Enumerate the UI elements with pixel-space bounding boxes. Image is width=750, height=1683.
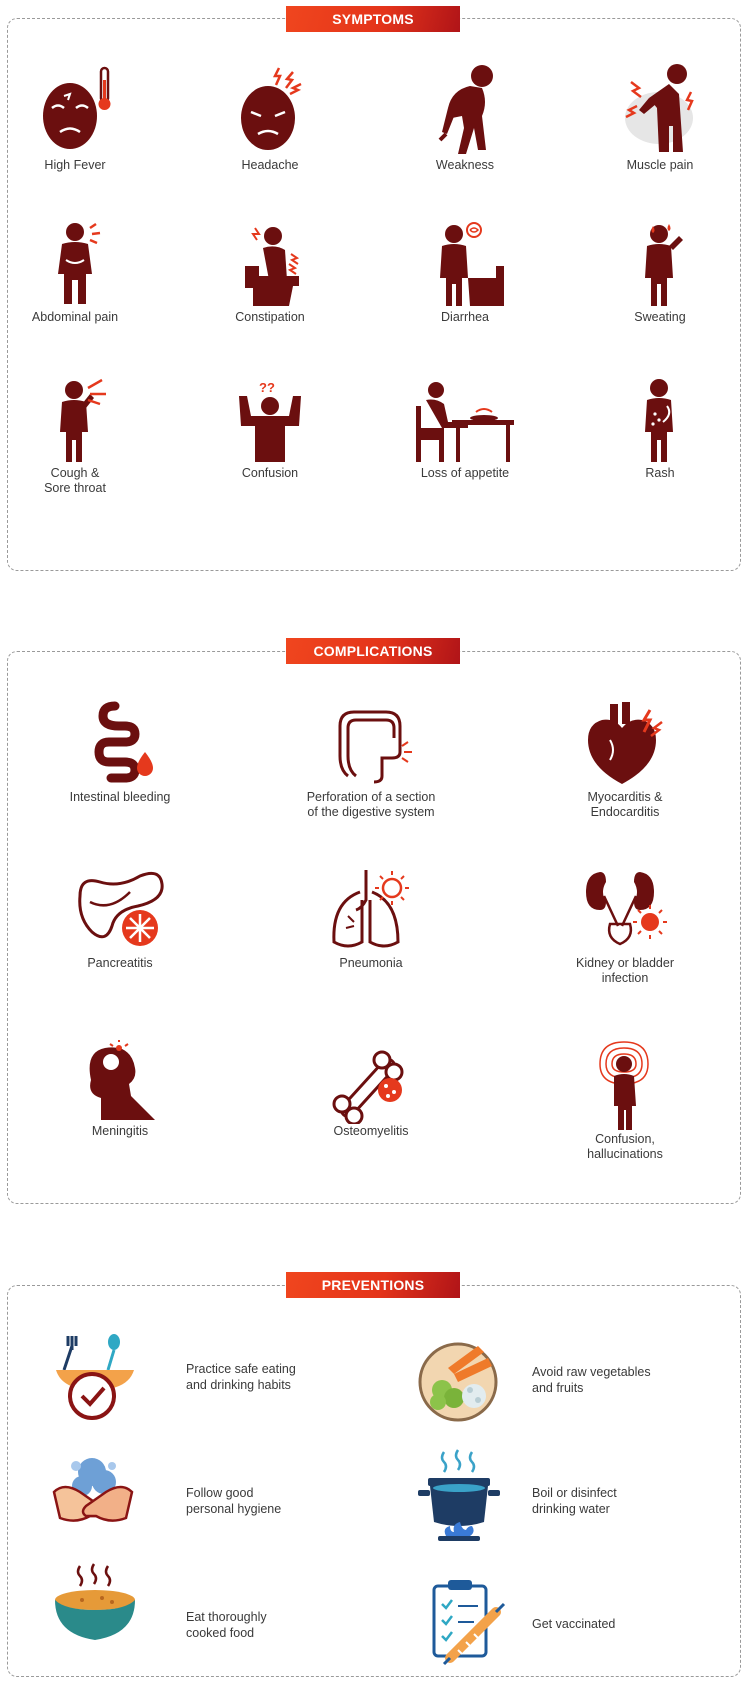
symptom-label: Rash [645, 466, 675, 480]
lungs-icon [326, 866, 416, 956]
prevention-text [186, 1610, 336, 1641]
pancreas-icon [70, 866, 170, 956]
cough-icon [30, 376, 120, 466]
complication-label: Osteomyelitis [333, 1124, 409, 1138]
symptom-label: High Fever [44, 158, 106, 172]
safe-eating-icon [52, 1332, 138, 1422]
complication-label-line2: of the digestive system [307, 805, 435, 819]
symptom-label: Sweating [634, 310, 686, 324]
prevention-text [532, 1486, 682, 1517]
symptom-rash [565, 376, 750, 481]
heart-icon [580, 700, 670, 790]
symptom-diarrhea [370, 220, 560, 325]
complications-title: COMPLICATIONS [286, 638, 460, 664]
brain-head-icon [75, 1040, 165, 1124]
symptom-constipation [175, 220, 365, 325]
vaccine-icon [430, 1578, 510, 1666]
prevention-label-line2: drinking water [532, 1501, 610, 1516]
symptom-sweating [565, 220, 750, 325]
hand-washing-icon [48, 1452, 138, 1532]
complication-label: Pneumonia [339, 956, 403, 970]
headache-icon [225, 62, 315, 158]
prevention-label: Eat thoroughly [186, 1610, 267, 1624]
symptom-muscle-pain [565, 62, 750, 173]
prevention-label-line2: cooked food [186, 1625, 255, 1640]
complication-kidney [530, 866, 720, 986]
complication-hallucinations [530, 1040, 720, 1162]
prevention-label: Follow good [186, 1486, 254, 1500]
bone-icon [326, 1040, 416, 1124]
symptom-label: Cough & [50, 466, 100, 480]
symptom-label: Weakness [435, 158, 495, 172]
boiling-pot-icon [414, 1448, 504, 1544]
symptom-cough [0, 376, 170, 496]
prevention-text [186, 1486, 336, 1517]
symptom-loss-of-appetite [370, 376, 560, 481]
complication-label: Meningitis [91, 1124, 149, 1138]
prevention-text [186, 1362, 336, 1393]
loss-of-appetite-icon [410, 376, 520, 466]
complication-label: Pancreatitis [87, 956, 153, 970]
complication-perforation [276, 700, 466, 820]
prevention-label: Boil or disinfect [532, 1486, 617, 1500]
prevention-label-line2: personal hygiene [186, 1501, 282, 1516]
symptom-label: Confusion [241, 466, 299, 480]
symptom-weakness [370, 62, 560, 173]
symptom-label: Muscle pain [626, 158, 694, 172]
complication-label-line2: infection [601, 971, 649, 985]
complication-myocarditis [530, 700, 720, 820]
complication-intestinal-bleeding [25, 700, 215, 805]
symptom-label: Headache [241, 158, 299, 172]
complication-pneumonia [276, 866, 466, 971]
abdominal-pain-icon [30, 220, 120, 310]
constipation-icon [225, 220, 315, 310]
sweating-icon [615, 220, 705, 310]
colon-icon [326, 700, 416, 790]
raw-vegetables-icon [418, 1338, 504, 1424]
complication-label: Myocarditis & [587, 790, 663, 804]
complication-label-line2: hallucinations [587, 1147, 663, 1161]
weakness-icon [420, 62, 510, 158]
complication-osteomyelitis [276, 1040, 466, 1139]
diarrhea-icon [420, 220, 510, 310]
symptoms-title: SYMPTOMS [286, 6, 460, 32]
prevention-label-line2: and fruits [532, 1380, 584, 1395]
symptom-label-line2: Sore throat [44, 481, 106, 495]
complication-label-line2: Endocarditis [590, 805, 660, 819]
confusion-icon [225, 376, 315, 466]
prevention-text [532, 1365, 682, 1396]
complication-label: Confusion, [595, 1132, 655, 1146]
prevention-label: Avoid raw vegetables [532, 1365, 651, 1379]
symptom-headache [175, 62, 365, 173]
complication-label: Kidney or bladder [576, 956, 674, 970]
symptom-abdominal-pain [0, 220, 170, 325]
complication-label: Perforation of a section [306, 790, 436, 804]
kidney-icon [580, 866, 670, 956]
soup-bowl-icon [50, 1562, 140, 1648]
symptom-label: Diarrhea [441, 310, 489, 324]
symptom-label: Constipation [235, 310, 305, 324]
preventions-title: PREVENTIONS [286, 1272, 460, 1298]
rash-icon [615, 376, 705, 466]
prevention-text [532, 1617, 682, 1633]
complication-meningitis [25, 1040, 215, 1139]
complication-pancreatitis [25, 866, 215, 971]
intestine-icon [75, 700, 165, 790]
symptom-high-fever [0, 62, 170, 173]
hallucination-icon [580, 1040, 670, 1132]
complication-label: Intestinal bleeding [69, 790, 171, 804]
svg-text:??: ?? [259, 380, 275, 395]
fever-icon [30, 62, 120, 158]
prevention-label: Practice safe eating [186, 1362, 296, 1376]
prevention-label: Get vaccinated [532, 1617, 616, 1631]
symptom-label: Loss of appetite [420, 466, 510, 480]
prevention-label-line2: and drinking habits [186, 1377, 291, 1392]
symptom-label: Abdominal pain [31, 310, 119, 324]
muscle-pain-icon [615, 62, 705, 158]
symptom-confusion [175, 376, 365, 481]
